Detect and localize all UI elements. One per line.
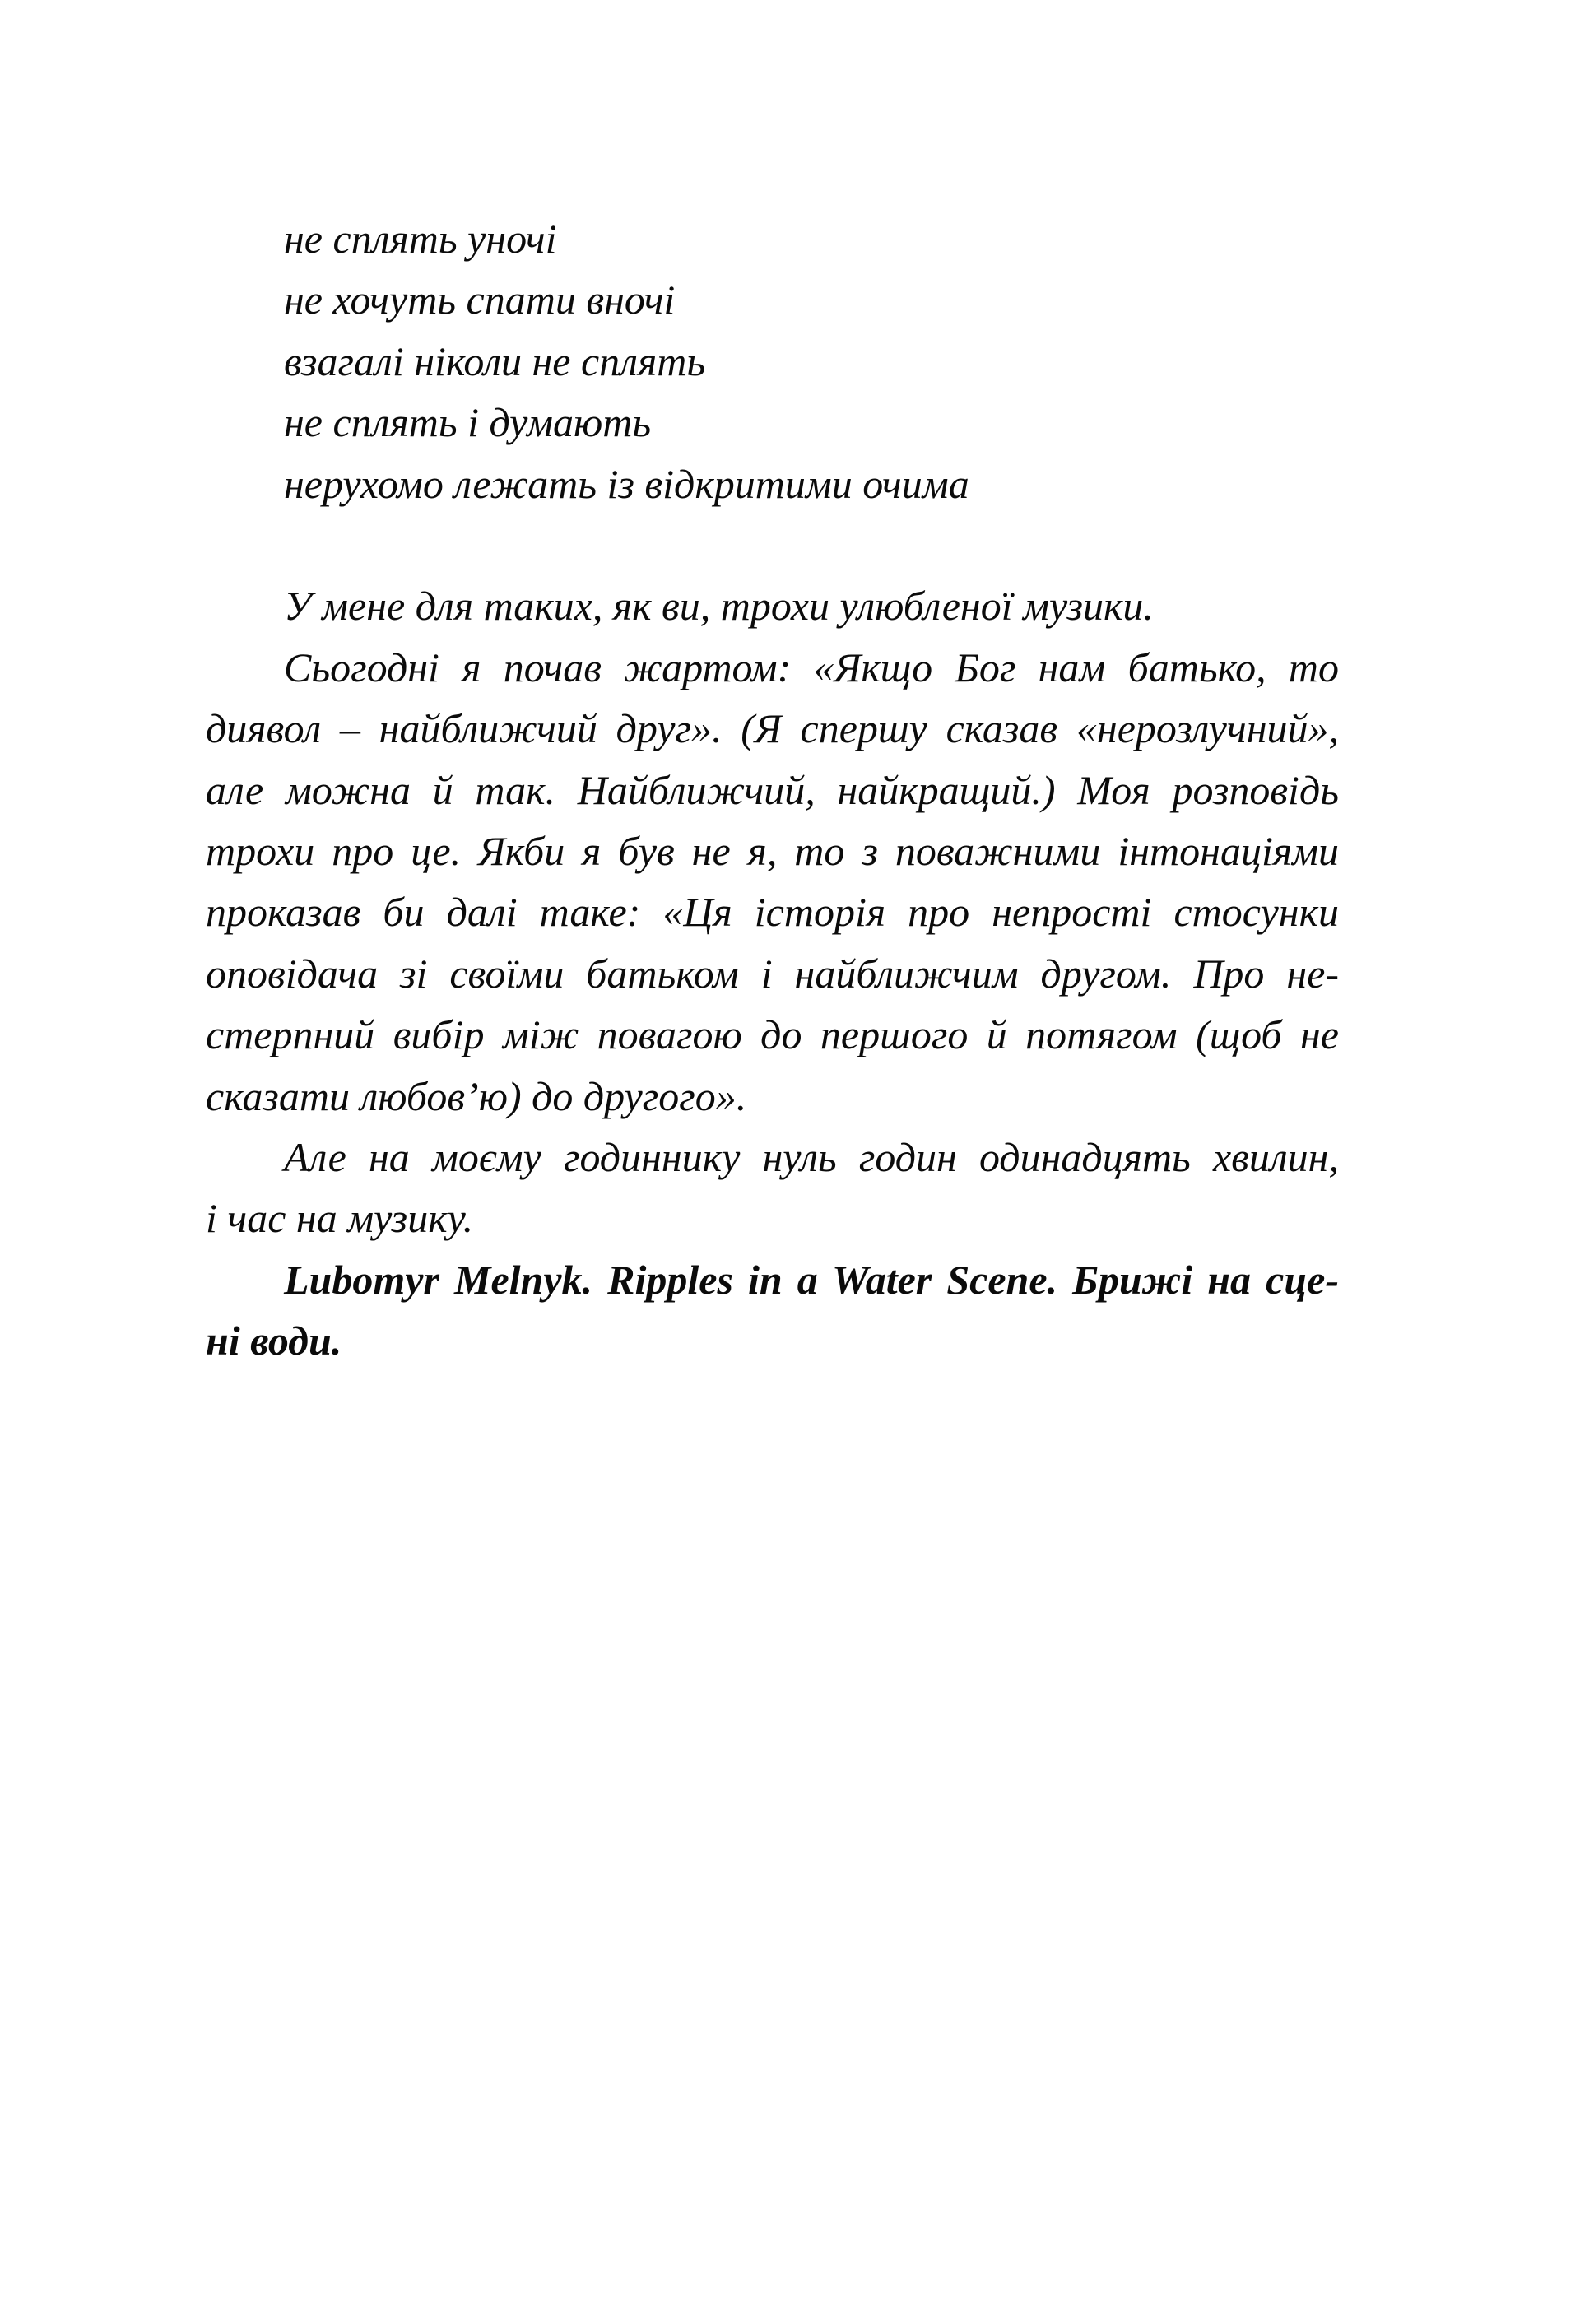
paragraph-4-music-credit <box>206 1249 1339 1372</box>
poem-line-5: нерухомо лежать із відкритими очима <box>284 460 969 507</box>
paragraph-1-line-1: У мене для таких, як ви, трохи улюбленої музики. <box>284 583 1154 630</box>
poem-line-4: не сплять і думають <box>284 399 652 446</box>
paragraph-2-line-2: диявол – найближчий друг». (Я спершу сказав «нерозлучний», <box>206 705 1339 752</box>
paragraph-3 <box>206 1127 1339 1249</box>
paragraph-2-line-1: Сьогодні я почав жартом: «Якщо Бог нам батько, то <box>284 644 1339 690</box>
paragraph-4-line-1: Lubomyr Melnyk. Ripples in a Water Scene. Брижі на сце- <box>284 1256 1339 1303</box>
poem-line-1: не сплять уночі <box>284 216 557 262</box>
paragraph-2-line-5: проказав би далі таке: «Ця історія про непрості стосунки <box>206 889 1339 936</box>
paragraph-3-line-1: Але на моєму годиннику нуль годин одинадцять хвилин, <box>284 1134 1339 1181</box>
poem-line-3: взагалі ніколи не сплять <box>284 337 706 384</box>
poem-stanza <box>206 208 1339 514</box>
paragraph-2 <box>206 637 1339 1127</box>
paragraph-3-line-2: і час на музику. <box>206 1195 474 1242</box>
text-block <box>206 208 1339 1372</box>
paragraph-2-line-4: трохи про це. Якби я був не я, то з поважними інтонаціями <box>206 828 1339 875</box>
poem-line-2: не хочуть спати вночі <box>284 277 676 323</box>
paragraph-4-line-2: ні води. <box>206 1318 342 1364</box>
blank-line <box>206 514 1339 575</box>
paragraph-2-line-6: оповідача зі своїми батьком і найближчим другом. Про не- <box>206 950 1339 997</box>
paragraph-2-line-7: стерпний вибір між повагою до першого й потягом (щоб не <box>206 1011 1339 1058</box>
paragraph-1 <box>206 575 1339 636</box>
paragraph-2-line-3: але можна й так. Найближчий, найкращий.) Моя розповідь <box>206 766 1339 813</box>
paragraph-2-line-8: сказати любов’ю) до другого». <box>206 1072 747 1119</box>
